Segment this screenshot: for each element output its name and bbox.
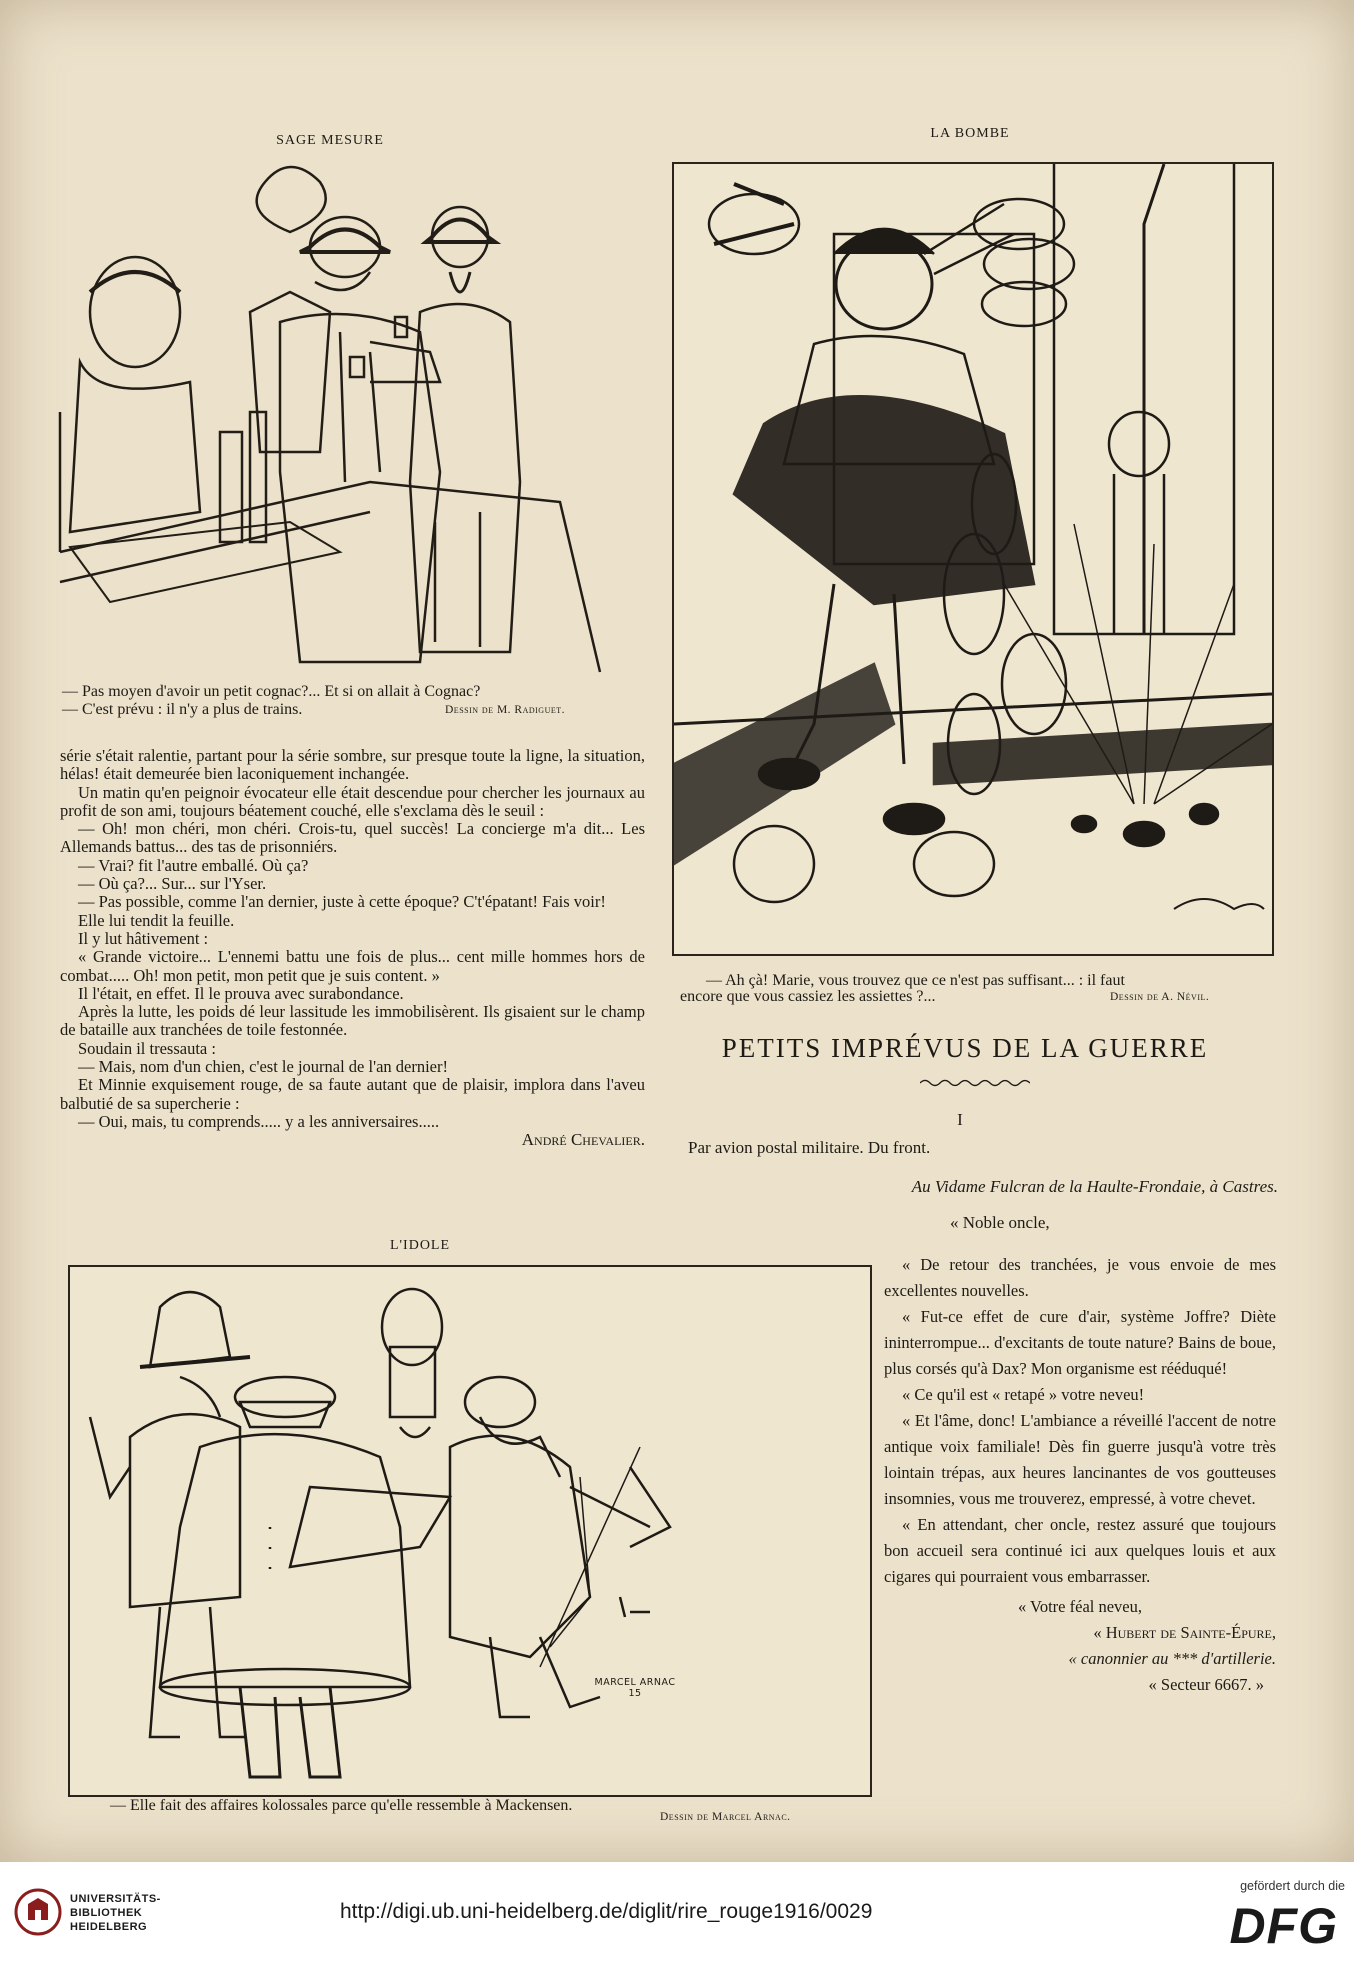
cartoon-drawing-sage-mesure bbox=[40, 152, 640, 677]
story-paragraph: Après la lutte, les poids dé leur lassitude les immobilisèrent. Ils gisaient sur le champ de bataille aux tranchées de toile festonnée. bbox=[60, 1002, 645, 1040]
cartoon-title-l-idole: L'IDOLE bbox=[389, 1238, 451, 1253]
story-paragraph: Il l'était, en effet. Il le prouva avec surabondance. bbox=[78, 983, 404, 1003]
article-letter-column bbox=[884, 1252, 1276, 1698]
cartoon-legend-line2: encore que vous cassiez les assiettes ?... bbox=[680, 988, 936, 1005]
cartoon-title-la-bombe: LA BOMBE bbox=[930, 126, 1010, 141]
story-paragraph: « Grande victoire... L'ennemi battu une fois de plus... cent mille hommes hors de combat..... Oh! mon petit, mon petit que je suis content. » bbox=[60, 947, 645, 985]
story-paragraph: — Où ça?... Sur... sur l'Yser. bbox=[78, 874, 267, 894]
article-intro: Par avion postal militaire. Du front. bbox=[688, 1138, 931, 1157]
story-paragraph: — Mais, nom d'un chien, c'est le journal de l'an dernier! bbox=[78, 1057, 448, 1077]
story-paragraph: série s'était ralentie, partant pour la série sombre, sur presque toute la ligne, la situation, hélas! était demeurée bien laconiquement inchangée. bbox=[60, 746, 645, 784]
cartoon-title-sage-mesure: SAGE MESURE bbox=[276, 133, 384, 148]
dfg-logo: DFG bbox=[1229, 1898, 1338, 1954]
headline-wavy-divider bbox=[920, 1078, 1030, 1088]
letter-paragraph: « De retour des tranchées, je vous envoie de mes excellentes nouvelles. bbox=[884, 1255, 1276, 1300]
cartoon-credit-arnac: Dessin de Marcel Arnac. bbox=[660, 1811, 791, 1823]
article-addressee: Au Vidame Fulcran de la Haulte-Frondaie, à Castres. bbox=[911, 1177, 1278, 1196]
article-salutation: « Noble oncle, bbox=[950, 1213, 1050, 1232]
article-section-number: I bbox=[957, 1110, 963, 1129]
letter-paragraph: « Ce qu'il est « retapé » votre neveu! bbox=[902, 1385, 1145, 1404]
letter-sector: « Secteur 6667. » bbox=[1148, 1675, 1264, 1694]
story-text-column bbox=[60, 747, 645, 1150]
story-paragraph: — Vrai? fit l'autre emballé. Où ça? bbox=[78, 855, 309, 875]
permalink-url[interactable]: http://digi.ub.uni-heidelberg.de/diglit/rire_rouge1916/0029 bbox=[340, 1900, 873, 1923]
cartoon-drawing-l-idole bbox=[70, 1267, 870, 1795]
cartoon-legend: — Elle fait des affaires kolossales parce qu'elle ressemble à Mackensen. bbox=[110, 1797, 573, 1814]
letter-paragraph: « En attendant, cher oncle, restez assuré que toujours bon accueil sera continué ici aux quelques louis et aux cigares qui pourraient vous embarrasser. bbox=[884, 1515, 1276, 1586]
story-paragraph: — Oui, mais, tu comprends..... y a les anniversaires..... bbox=[78, 1111, 440, 1131]
story-paragraph: Un matin qu'en peignoir évocateur elle était descendue pour chercher les journaux au profit de son ami, toujours béatement couché, elle s'exclama dès le seuil : bbox=[60, 782, 645, 820]
cartoon-credit-nevil: Dessin de A. Névil. bbox=[1110, 991, 1210, 1003]
story-paragraph: — Oh! mon chéri, mon chéri. Crois-tu, quel succès! La concierge m'a dit... Les Allemands battus... des tas de prisonniérs. bbox=[60, 819, 645, 857]
cartoon-credit-radiguet: Dessin de M. Radiguet. bbox=[445, 704, 566, 716]
story-paragraph: — Pas possible, comme l'an dernier, juste à cette époque? C't'épatant! Fais voir! bbox=[78, 892, 606, 912]
story-paragraph: Soudain il tressauta : bbox=[78, 1038, 216, 1058]
story-paragraph: Il y lut hâtivement : bbox=[78, 928, 209, 948]
cartoon-illustration-sage-mesure bbox=[40, 152, 640, 677]
letter-rank: « canonnier au *** d'artillerie. bbox=[1068, 1649, 1276, 1668]
cartoon-legend-line1: — Pas moyen d'avoir un petit cognac?... Et si on allait à Cognac? bbox=[62, 683, 481, 700]
library-name-line3: HEIDELBERG bbox=[70, 1921, 148, 1933]
cartoon-artist-signature-arnac: MARCEL ARNAC 15 bbox=[594, 1677, 676, 1699]
cartoon-drawing-la-bombe bbox=[674, 164, 1272, 954]
story-author-signature: André Chevalier. bbox=[521, 1130, 645, 1150]
library-name-line1: UNIVERSITÄTS- bbox=[70, 1893, 161, 1905]
cartoon-illustration-la-bombe bbox=[672, 162, 1274, 956]
library-name-line2: BIBLIOTHEK bbox=[70, 1907, 143, 1919]
university-seal-icon bbox=[14, 1886, 62, 1938]
cartoon-legend-line2: — C'est prévu : il n'y a plus de trains. bbox=[62, 701, 303, 718]
cartoon-illustration-l-idole bbox=[68, 1265, 872, 1797]
story-paragraph: Et Minnie exquisement rouge, de sa faute autant que de plaisir, implora dans l'aveu balbutié de sa supercherie : bbox=[60, 1075, 645, 1113]
letter-paragraph: « Et l'âme, donc! L'ambiance a réveillé l'accent de notre antique voix familiale! Dès fin guerre jusqu'à votre très lointain trépas, aux heures lancinantes de vos goutteuses insomnies, vous me trouverez, empressé, à votre chevet. bbox=[884, 1411, 1276, 1508]
story-paragraph: Elle lui tendit la feuille. bbox=[78, 910, 235, 930]
sponsor-label: gefördert durch die bbox=[1240, 1879, 1345, 1893]
letter-signature: « Hubert de Sainte-Épure, bbox=[1093, 1623, 1276, 1642]
digitization-footer bbox=[0, 1862, 1354, 1965]
article-headline: PETITS IMPRÉVUS DE LA GUERRE bbox=[721, 1033, 1209, 1063]
cartoon-legend-line1: — Ah çà! Marie, vous trouvez que ce n'est pas suffisant... : il faut bbox=[706, 972, 1125, 989]
letter-paragraph: « Fut-ce effet de cure d'air, système Joffre? Diète ininterrompue... d'excitants de toute nature? Bains de boue, plus corsés qu'à Dax? Mon organisme est rééduqué! bbox=[884, 1307, 1276, 1378]
letter-closing: « Votre féal neveu, bbox=[1017, 1597, 1143, 1616]
